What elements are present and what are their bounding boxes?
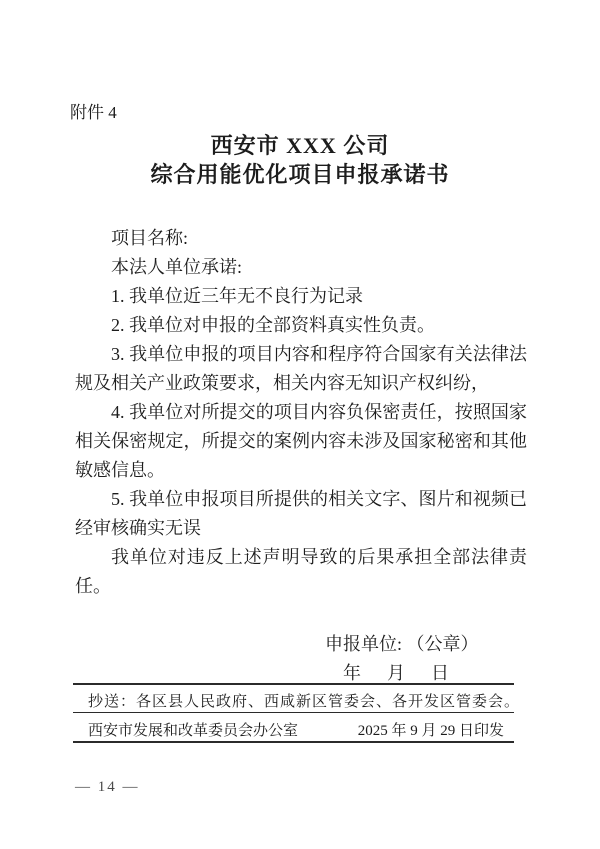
document-title [0, 131, 600, 189]
page-number: — 14 — [75, 779, 140, 795]
print-date: 2025 年 9 月 29 日印发 [357, 723, 504, 739]
body-paragraph-item-5: 5. 我单位申报项目所提供的相关文字、图片和视频已经审核确实无误 [75, 489, 527, 538]
signature-unit-line: 申报单位: （公章） [325, 634, 479, 654]
cc-line: 抄送：各区县人民政府、西咸新区管委会、各开发区管委会。 [88, 694, 521, 710]
attachment-label: 附件 4 [70, 103, 117, 122]
colophon-rule-bottom [73, 741, 514, 743]
colophon-rule-top [73, 683, 514, 685]
body-paragraph-item-1: 1. 我单位近三年无不良行为记录 [111, 286, 363, 306]
date-day-label: 日 [431, 663, 449, 683]
body-text [75, 224, 527, 601]
colophon-rule-middle [73, 712, 514, 713]
body-paragraph-item-4: 4. 我单位对所提交的项目内容负保密责任，按照国家相关保密规定，所提交的案例内容未涉及国家秘密和其他敏感信息。 [75, 402, 527, 480]
issuer-name: 西安市发展和改革委员会办公室 [88, 723, 299, 739]
title-line-2: 综合用能优化项目申报承诺书 [150, 162, 450, 187]
date-month-label: 月 [387, 663, 405, 683]
signature-date-line [343, 659, 449, 685]
body-paragraph-commitment-intro: 本法人单位承诺: [111, 257, 243, 277]
colophon-row [88, 719, 504, 740]
body-paragraph-liability: 我单位对违反上述声明导致的后果承担全部法律责任。 [75, 547, 527, 596]
date-year-label: 年 [343, 663, 361, 683]
title-line-1: 西安市 XXX 公司 [210, 133, 390, 158]
body-paragraph-project-name: 项目名称: [111, 228, 189, 248]
body-paragraph-item-3: 3. 我单位申报的项目内容和程序符合国家有关法律法规及相关产业政策要求，相关内容无知识产权纠纷， [75, 344, 527, 393]
body-paragraph-item-2: 2. 我单位对申报的全部资料真实性负责。 [111, 315, 435, 335]
